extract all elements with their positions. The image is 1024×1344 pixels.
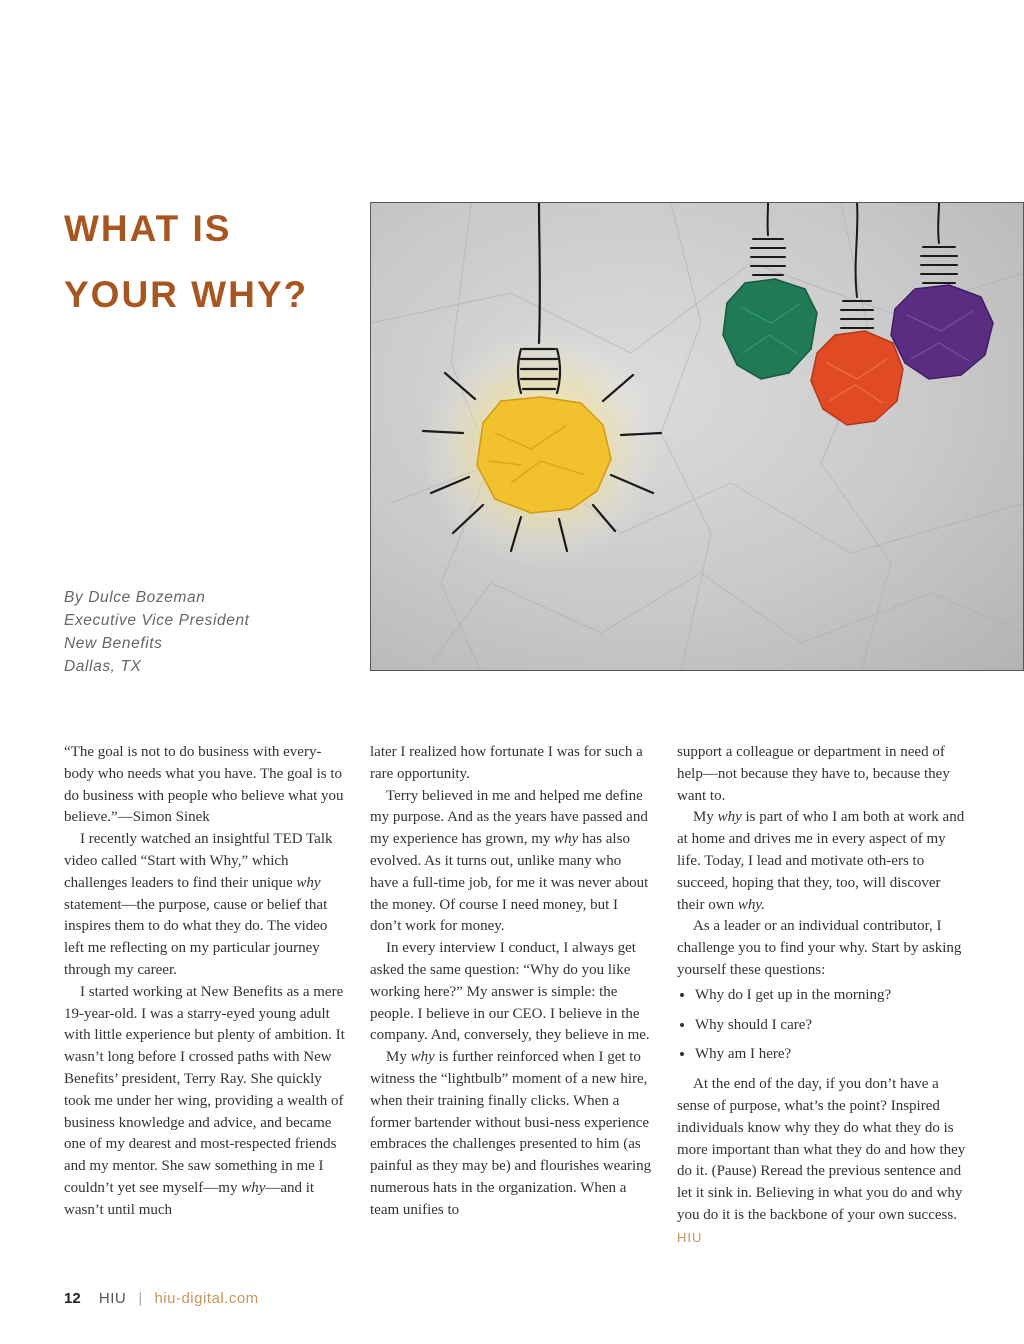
- page-number: 12: [64, 1290, 81, 1307]
- emphasis: why: [296, 874, 321, 891]
- text-run: has also evolved. As it turns out, unlike many who have a full-time job, for me it was never about the money. Of course I need money, but I don’t work for money.: [370, 831, 649, 935]
- byline-author: By Dulce Bozeman: [64, 589, 206, 606]
- article-column-1: [64, 742, 347, 1222]
- text-run: Terry believed in me and helped me define my purpose. And as the years have passed and my experience has grown, my: [370, 787, 648, 848]
- text-run: My: [386, 1049, 411, 1066]
- lightbulbs-illustration: [371, 203, 1024, 671]
- emphasis: why: [410, 1049, 435, 1066]
- paragraph: later I realized how fortunate I was for such a rare opportunity.: [370, 744, 643, 782]
- question-list: [677, 985, 967, 1066]
- lightbulbs-photo: [370, 202, 1024, 671]
- list-item: [695, 1044, 967, 1066]
- article-column-2: [370, 742, 653, 1222]
- paragraph: [64, 829, 347, 982]
- paragraph: [677, 1074, 967, 1249]
- paragraph: As a leader or an individual contributor, I challenge you to find your why. Start by asking yourself these questions:: [677, 918, 962, 978]
- byline: [64, 586, 250, 678]
- list-item-text: Why am I here?: [695, 1046, 792, 1063]
- text-run: My: [693, 809, 718, 826]
- paragraph: In every interview I conduct, I always get asked the same question: “Why do you like working here?” My answer is simple: the people. I believe in our CEO. I believe in the company. And, conversely, they believe in me.: [370, 940, 650, 1044]
- emphasis: why.: [737, 896, 765, 913]
- article-column-3: [677, 742, 967, 1250]
- byline-company: New Benefits: [64, 635, 163, 652]
- emphasis: why: [554, 831, 579, 848]
- text-run: I started working at New Benefits as a mere 19-year-old. I was a starry-eyed young adult with little experience but plenty of ambition. It wasn’t long before I crossed paths with New Benefits’ president, Terry Ray. She quickly took me under her wing, providing a wealth of business knowledge and advice, and became one of my dearest and most-respected friends and my mentor. She saw something in me I couldn’t yet see myself—my: [64, 983, 345, 1196]
- list-item: [695, 985, 967, 1007]
- list-item-text: Why should I care?: [695, 1016, 813, 1033]
- website-link[interactable]: hiu-digital.com: [154, 1290, 259, 1307]
- text-run: statement—the purpose, cause or belief that inspires them to do what they do. The video left me reflecting on my particular journey through my career.: [64, 896, 328, 978]
- article-title: [64, 196, 308, 328]
- emphasis: why: [241, 1179, 266, 1196]
- publication-name: HIU: [98, 1290, 127, 1307]
- paragraph: [64, 982, 347, 1222]
- quote-paragraph: “The goal is not to do business with every-body who needs what you have. The goal is to do business with people who believe what you believe.”—Simon Sinek: [64, 744, 344, 826]
- byline-role: Executive Vice President: [64, 612, 250, 629]
- byline-location: Dallas, TX: [64, 658, 142, 675]
- paragraph: [370, 786, 653, 939]
- paragraph: [677, 807, 967, 916]
- paragraph: support a colleague or department in need of help—not because they have to, because they want to.: [677, 744, 950, 804]
- list-item-text: Why do I get up in the morning?: [695, 986, 892, 1003]
- emphasis: why: [717, 809, 742, 826]
- title-line-1: WHAT IS: [64, 208, 232, 249]
- footer-separator: |: [138, 1290, 143, 1307]
- end-mark: HIU: [677, 1229, 703, 1245]
- text-run: —and it wasn’t until much: [64, 1179, 315, 1218]
- paragraph: [370, 1047, 653, 1221]
- list-item: [695, 1015, 967, 1037]
- text-run: At the end of the day, if you don’t have a sense of purpose, what’s the point? Inspired individuals know why they do what they do is more important than what they do and how they do it. (Pause) Reread the previous sentence and let it sink in. Believing in what you do and why you do it is the backbone of your own success.: [677, 1076, 966, 1223]
- text-run: is further reinforced when I get to witness the “lightbulb” moment of a new hire, when their training finally clicks. When a former bartender without busi-ness experience embraces the challenges presented to him (as painful as they may be) and flourishes wearing numerous hats in the organization. When a team unifies to: [370, 1049, 652, 1218]
- page-footer: [64, 1290, 259, 1307]
- text-run: is part of who I am both at work and at home and drives me in every aspect of my life. Today, I lead and motivate oth-ers to succeed, hoping that they, too, will discover their own: [677, 809, 965, 913]
- text-run: I recently watched an insightful TED Talk video called “Start with Why,” which challenges leaders to find their unique: [64, 831, 333, 891]
- title-line-2: YOUR WHY?: [64, 274, 309, 315]
